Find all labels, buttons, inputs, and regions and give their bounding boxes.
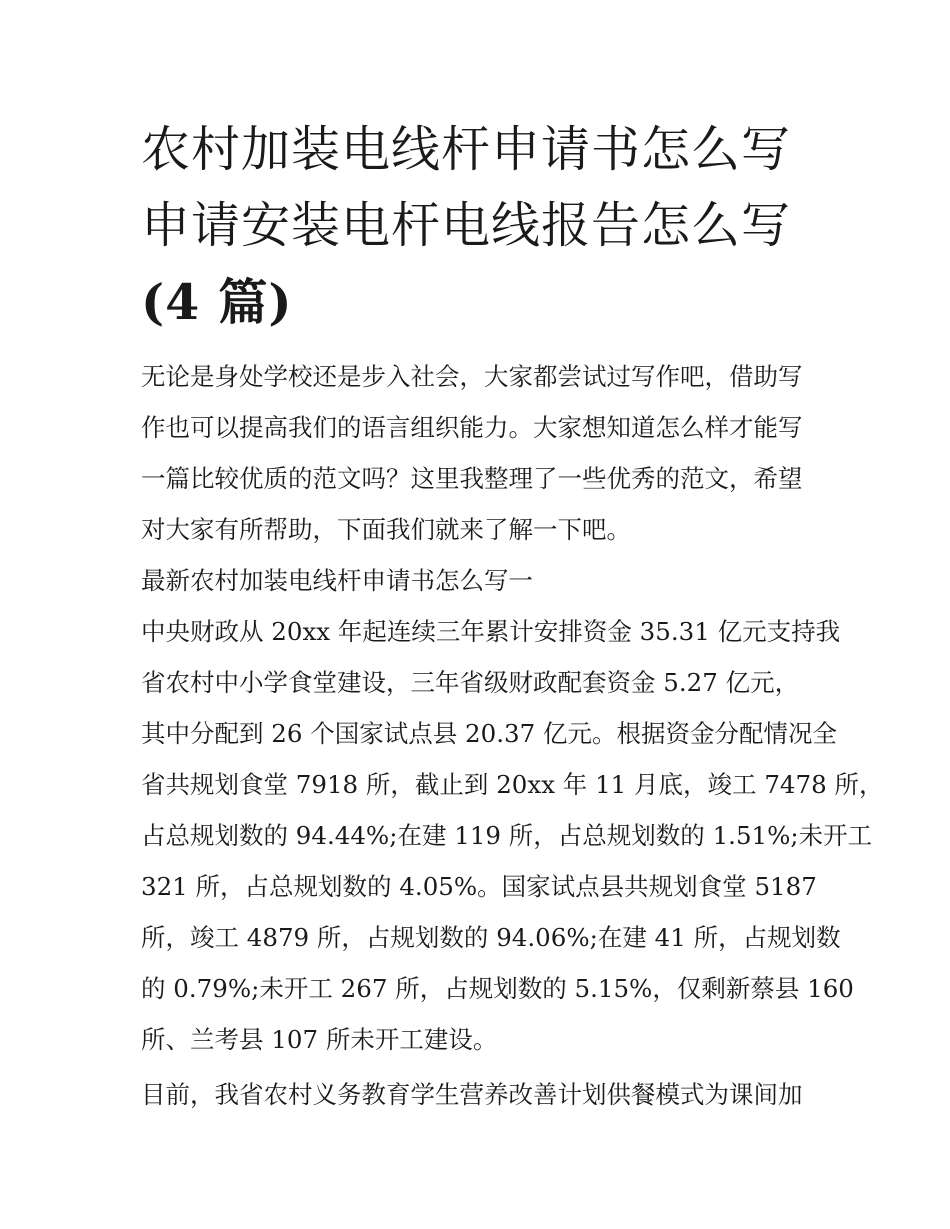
section-heading [141, 555, 821, 606]
paragraph-line: 作也可以提高我们的语言组织能力。大家想知道怎么样才能写 [141, 413, 803, 442]
paragraph-line: 一篇比较优质的范文吗？这里我整理了一些优秀的范文，希望 [141, 464, 803, 493]
paragraph-line: 中央财政从 20xx 年起连续三年累计安排资金 35.31 亿元支持我 [141, 617, 841, 646]
title-line-1: 农村加装电线杆申请书怎么写 [141, 121, 792, 178]
paragraph-line: 省农村中小学食堂建设，三年省级财政配套资金 5.27 亿元， [141, 668, 800, 697]
paragraph-line: 的 0.79%;未开工 267 所，占规划数的 5.15%，仅剩新蔡县 160 [141, 974, 854, 1003]
paragraph-line: 无论是身处学校还是步入社会，大家都尝试过写作吧，借助写 [141, 362, 803, 391]
paragraph-line: 所、兰考县 107 所未开工建设。 [141, 1025, 498, 1054]
title-suffix: (4 篇) [141, 273, 293, 331]
document-title [141, 112, 821, 340]
intro-paragraph [141, 351, 821, 555]
body-paragraph [141, 606, 884, 1065]
paragraph-line: 占总规划数的 94.44%;在建 119 所，占总规划数的 1.51%;未开工 [141, 821, 873, 850]
document-body [141, 351, 884, 1120]
title-line-2: 申请安装电杆电线报告怎么写 [141, 197, 792, 254]
section-heading-text: 最新农村加装电线杆申请书怎么写一 [141, 566, 533, 595]
paragraph-line: 321 所，占总规划数的 4.05%。国家试点县共规划食堂 5187 [141, 872, 817, 901]
paragraph-line: 目前，我省农村义务教育学生营养改善计划供餐模式为课间加 [141, 1080, 803, 1109]
paragraph-line: 对大家有所帮助，下面我们就来了解一下吧。 [141, 515, 631, 544]
body-paragraph [141, 1069, 821, 1120]
document-page [141, 112, 884, 1120]
paragraph-line: 所，竣工 4879 所，占规划数的 94.06%;在建 41 所，占规划数 [141, 923, 841, 952]
paragraph-line: 省共规划食堂 7918 所，截止到 20xx 年 11 月底，竣工 7478 所， [141, 770, 884, 799]
paragraph-line: 其中分配到 26 个国家试点县 20.37 亿元。根据资金分配情况全 [141, 719, 837, 748]
